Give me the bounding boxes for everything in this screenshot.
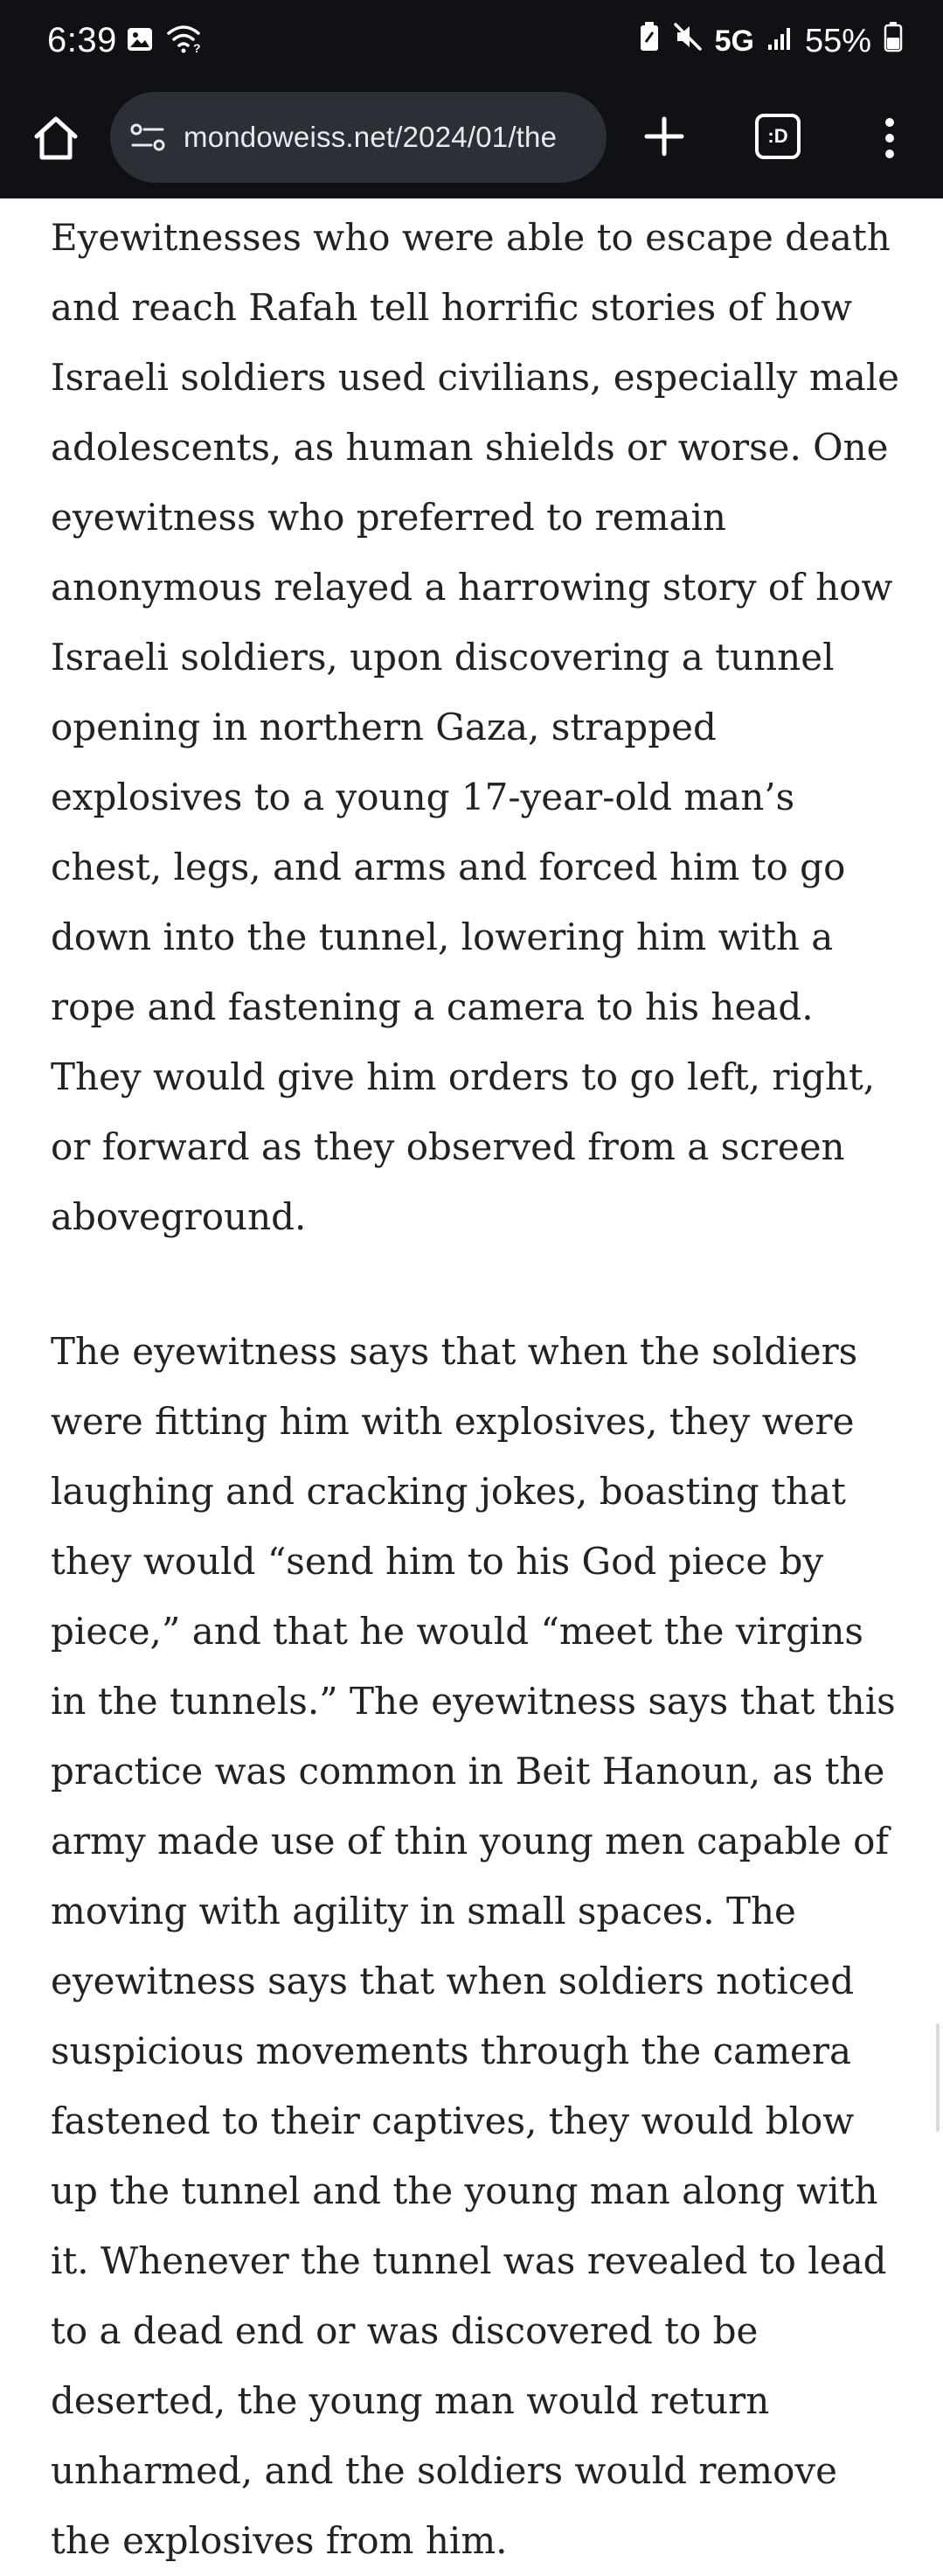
more-vert-icon — [874, 151, 905, 168]
url-bar[interactable] — [110, 92, 607, 183]
status-right-icons — [638, 21, 903, 61]
status-left-icons — [126, 24, 201, 59]
battery-icon — [884, 21, 903, 61]
new-tab-button[interactable] — [640, 112, 689, 161]
url-text: mondoweiss.net/2024/01/the — [184, 121, 558, 153]
plus-icon — [640, 148, 689, 164]
menu-button[interactable] — [874, 112, 905, 164]
article-paragraph: The eyewitness says that when the soldiers were fitting him with explosives, they were laughing and cracking jokes, boasting that they would “send him to his God piece by piece,” and that he would “meet the virgins in the tunnels.” The eyewitness says that this practice was common in Beit Hanoun, as the army made use of thin young men capable of moving with agility in small spaces. The eyewitness says that when soldiers noticed suspicious movements through the camera fastened to their captives, they would blow up the tunnel and the young man along with it. Whenever the tunnel was revealed to lead to a dead end or was discovered to be deserted, the young man would return unharmed, and the soldiers would remove the explosives from him. — [51, 1330, 896, 2562]
browser-toolbar — [0, 86, 943, 198]
tabs-count-label: :D — [767, 125, 788, 147]
svg-text:?: ? — [193, 41, 201, 54]
tabs-icon[interactable] — [755, 114, 801, 159]
mute-icon — [673, 22, 703, 60]
gallery-icon — [126, 25, 154, 58]
site-settings-icon[interactable] — [128, 117, 168, 157]
signal-icon — [766, 23, 793, 60]
network-type: 5G — [714, 24, 754, 58]
article-body — [51, 203, 907, 2576]
home-button[interactable] — [30, 112, 82, 164]
scrollbar[interactable] — [936, 2023, 940, 2132]
battery-saver-icon — [638, 21, 661, 61]
status-time: 6:39 — [47, 21, 117, 59]
wifi-question-icon — [166, 24, 201, 59]
home-icon — [30, 151, 82, 168]
status-bar — [0, 0, 943, 86]
battery-percent: 55% — [804, 22, 871, 59]
article-paragraph: Eyewitnesses who were able to escape death and reach Rafah tell horrific stories of how Israeli soldiers used civilians, especially male adolescents, as human shields or worse. One eyewitness who preferred to remain anonymous relayed a harrowing story of how Israeli soldiers, upon discovering a tunnel opening in northern Gaza, strapped explosives to a young 17-year-old man’s chest, legs, and arms and forced him to go down into the tunnel, lowering him with a rope and fastening a camera to his head. They would give him orders to go left, right, or forward as they observed from a screen aboveground. — [51, 216, 900, 1238]
